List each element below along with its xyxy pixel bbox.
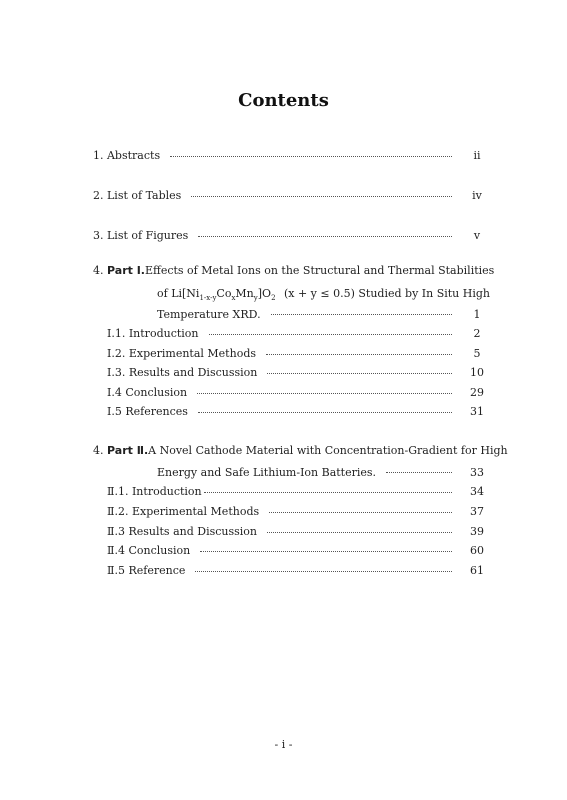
toc-entry-label: Ⅰ.1. Introduction <box>107 326 199 340</box>
dot-leader <box>267 532 452 533</box>
part1-page: 1 <box>473 307 481 321</box>
dot-leader <box>271 314 452 315</box>
toc-entry-label: Ⅰ.4 Conclusion <box>107 385 188 399</box>
part1-title-line1: Effects of Metal Ions on the Structural and Thermal Stabilities <box>144 264 495 277</box>
part2-heading-line2 <box>157 463 490 481</box>
toc-entry-page: 61 <box>470 563 484 577</box>
dot-leader <box>197 393 452 394</box>
dot-leader <box>266 354 452 355</box>
toc-entry-abstracts[interactable] <box>93 146 490 164</box>
part1-label: Part Ⅰ. <box>107 264 145 277</box>
dot-leader <box>204 492 452 493</box>
part2-title-line2: Energy and Safe Lithium-Ion Batteries. <box>157 465 377 479</box>
toc-entry-page: 29 <box>470 385 484 399</box>
dot-leader <box>267 373 452 374</box>
toc-entry-page: 2 <box>473 326 481 340</box>
part1-heading-line2 <box>157 287 490 302</box>
part1-title-line3: Temperature XRD. <box>157 307 261 321</box>
toc-entry-label: 1. Abstracts <box>93 148 161 162</box>
part1-formula: of $Li[Ni_{1-x-y}Co_xMn_y]O_2$ <box>157 287 276 303</box>
toc-entry-label: Ⅱ.3 Results and Discussion <box>107 524 257 538</box>
toc-entry-list-of-tables[interactable] <box>93 186 490 204</box>
toc-entry-label: Ⅱ.1. Introduction <box>107 484 202 498</box>
toc-entry-label: 2. List of Tables <box>93 188 182 202</box>
toc-entry-page: v <box>473 228 481 242</box>
part2-page: 33 <box>470 465 484 479</box>
dot-leader <box>198 236 452 237</box>
dot-leader <box>198 412 452 413</box>
toc-entry-label: Ⅱ.4 Conclusion <box>107 543 191 557</box>
toc-entry-part2-introduction[interactable] <box>107 482 490 500</box>
toc-entry-part1-references[interactable] <box>107 402 490 420</box>
dot-leader <box>269 512 452 513</box>
toc-entry-part2-results-discussion[interactable] <box>107 522 490 540</box>
part1-number: 4. <box>93 264 104 277</box>
toc-entry-part1-experimental-methods[interactable] <box>107 344 490 362</box>
toc-entry-page: 39 <box>470 524 484 538</box>
toc-entry-page: 31 <box>470 404 484 418</box>
toc-entry-page: 5 <box>473 346 481 360</box>
dot-leader <box>195 571 452 572</box>
toc-entry-page: 10 <box>470 365 484 379</box>
dot-leader <box>209 334 453 335</box>
page-title: Contents <box>238 90 329 111</box>
toc-entry-page: 60 <box>470 543 484 557</box>
toc-entry-part2-conclusion[interactable] <box>107 541 490 559</box>
dot-leader <box>170 156 452 157</box>
toc-entry-label: 3. List of Figures <box>93 228 189 242</box>
toc-entry-page: 34 <box>470 484 484 498</box>
toc-entry-page: 37 <box>470 504 484 518</box>
toc-entry-part1-introduction[interactable] <box>107 324 490 342</box>
toc-entry-label: Ⅱ.5 Reference <box>107 563 186 577</box>
dot-leader <box>386 472 452 473</box>
page-number-footer: - i - <box>274 738 293 751</box>
toc-entry-label: Ⅱ.2. Experimental Methods <box>107 504 260 518</box>
toc-entry-label: Ⅰ.3. Results and Discussion <box>107 365 258 379</box>
part1-heading-line1[interactable] <box>93 264 495 277</box>
toc-entry-list-of-figures[interactable] <box>93 226 490 244</box>
toc-entry-part2-experimental-methods[interactable] <box>107 502 490 520</box>
toc-entry-page: iv <box>472 188 482 202</box>
part2-heading-line1[interactable] <box>93 444 508 457</box>
toc-entry-label: Ⅰ.2. Experimental Methods <box>107 346 256 360</box>
part1-title-line2-rest: (x + y ≤ 0.5) Studied by In Situ High <box>283 287 490 300</box>
toc-entry-part1-conclusion[interactable] <box>107 383 490 401</box>
part1-heading-line3 <box>157 305 490 323</box>
part2-number: 4. <box>93 444 104 457</box>
toc-entry-label: Ⅰ.5 References <box>107 404 188 418</box>
part2-title-line1: A Novel Cathode Material with Concentration-Gradient for High <box>148 444 508 457</box>
part2-label: Part Ⅱ. <box>107 444 149 457</box>
dot-leader <box>191 196 452 197</box>
toc-entry-page: ii <box>473 148 481 162</box>
dot-leader <box>200 551 452 552</box>
toc-entry-part2-reference[interactable] <box>107 561 490 579</box>
toc-entry-part1-results-discussion[interactable] <box>107 363 490 381</box>
